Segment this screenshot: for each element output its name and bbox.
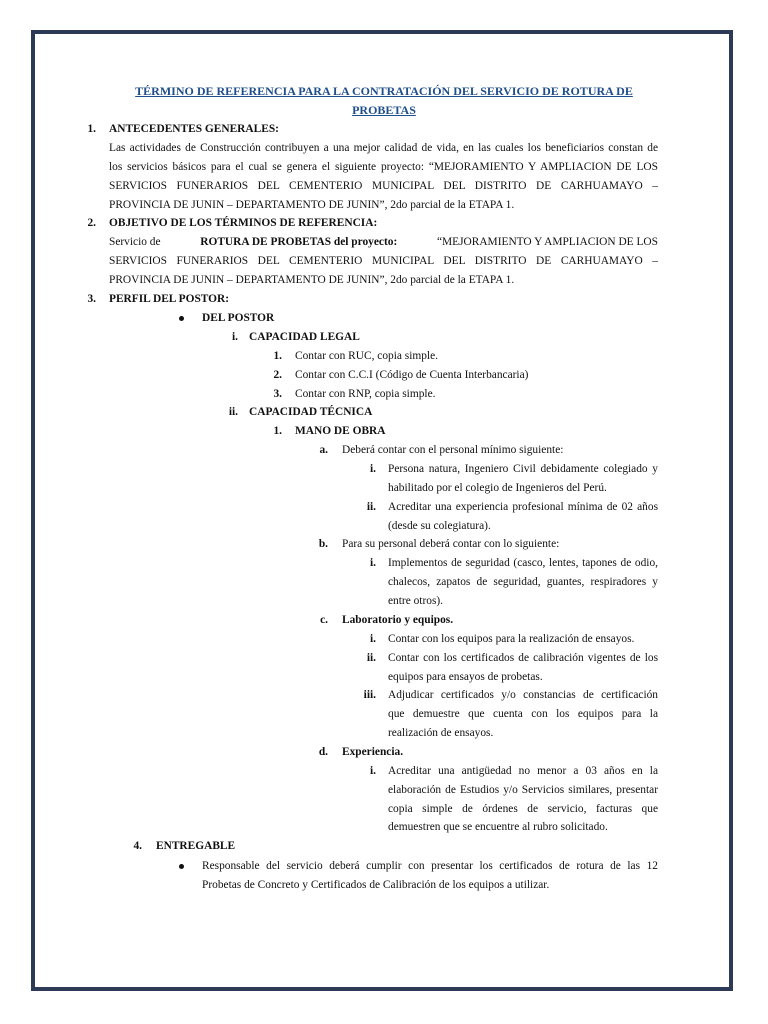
- item-a-text: Deberá contar con el personal mínimo siguiente:: [342, 444, 564, 456]
- item-b-letter: b.: [318, 538, 328, 550]
- item-d-i-line: demuestren que se encuentre al rubro solicitado.: [388, 821, 608, 833]
- section-2-heading: OBJETIVO DE LOS TÉRMINOS DE REFERENCIA:: [109, 217, 378, 229]
- item-d-i-line: elaboración de Estudios y/o Servicios similares, presentar: [388, 784, 658, 796]
- document-title-line1: TÉRMINO DE REFERENCIA PARA LA CONTRATACIÓN DEL SERVICIO DE ROTURA DE: [135, 84, 633, 98]
- section-1-line: Las actividades de Construcción contribuyen a una mejor calidad de vida, en las cuales los beneficiarios constan de: [109, 142, 658, 154]
- legal-item-text: Contar con RUC, copia simple.: [295, 350, 438, 362]
- document-title-line2: PROBETAS: [352, 103, 416, 117]
- item-d-i-number: i.: [369, 765, 376, 777]
- item-c-iii-number: iii.: [363, 689, 376, 701]
- item-c-ii-number: ii.: [366, 652, 376, 664]
- section-2-line: SERVICIOS FUNERARIOS DEL CEMENTERIO MUNICIPAL DEL DISTRITO DE CARHUAMAYO –: [109, 255, 658, 267]
- item-a-letter: a.: [319, 444, 328, 456]
- item-b-text: Para su personal deberá contar con lo siguiente:: [342, 538, 560, 550]
- legal-item-number: 3.: [273, 388, 282, 400]
- item-a-i-line: Persona natura, Ingeniero Civil debidamente colegiado y: [388, 463, 658, 475]
- item-b-i-line: Implementos de seguridad (casco, lentes, tapones de odio,: [388, 557, 658, 569]
- mano-de-obra-number: 1.: [273, 425, 282, 437]
- section-1-line: SERVICIOS FUNERARIOS DEL CEMENTERIO MUNICIPAL DEL DISTRITO DE CARHUAMAYO –: [109, 180, 658, 192]
- section-1-line: PROVINCIA DE JUNIN – DEPARTAMENTO DE JUNIN”, 2do parcial de la ETAPA 1.: [109, 199, 515, 211]
- capacidad-tecnica-number: ii.: [228, 406, 238, 418]
- item-c-iii-line: realización de ensayos.: [388, 727, 494, 739]
- item-b-i-line: entre otros).: [388, 595, 444, 607]
- section-2-number: 2.: [87, 217, 96, 229]
- item-c-i-number: i.: [369, 633, 376, 645]
- item-c-iii-line: Adjudicar certificados y/o constancias de certificación: [388, 689, 658, 701]
- capacidad-legal-heading: CAPACIDAD LEGAL: [249, 331, 360, 343]
- section-4-line: Responsable del servicio deberá cumplir con presentar los certificados de rotura de las 12: [202, 860, 658, 872]
- item-a-ii-line: (desde su colegiatura).: [388, 520, 491, 532]
- section-1-number: 1.: [87, 123, 96, 135]
- section-2-text: “MEJORAMIENTO Y AMPLIACION DE LOS: [436, 236, 658, 248]
- section-4-number: 4.: [133, 840, 142, 852]
- section-2-emphasis: ROTURA DE PROBETAS del proyecto:: [200, 236, 398, 248]
- section-4-line: Probetas de Concreto y Certificados de Calibración de los equipos a utilizar.: [202, 879, 550, 891]
- mano-de-obra-heading: MANO DE OBRA: [295, 425, 386, 437]
- item-c-letter: c.: [320, 614, 328, 626]
- postor-heading: DEL POSTOR: [202, 312, 275, 324]
- item-c-heading: Laboratorio y equipos.: [342, 614, 454, 626]
- capacidad-tecnica-heading: CAPACIDAD TÉCNICA: [249, 406, 373, 418]
- capacidad-legal-number: i.: [231, 331, 238, 343]
- bullet-icon: [179, 316, 184, 321]
- legal-item-text: Contar con C.C.I (Código de Cuenta Interbancaria): [295, 369, 529, 381]
- item-c-ii-line: equipos para ensayos de probetas.: [388, 671, 543, 683]
- section-1-heading: ANTECEDENTES GENERALES:: [109, 123, 279, 135]
- item-d-i-line: Acreditar una antigüedad no menor a 03 años en la: [388, 765, 658, 777]
- item-d-heading: Experiencia.: [342, 746, 404, 758]
- legal-item-number: 2.: [273, 369, 282, 381]
- legal-item-number: 1.: [273, 350, 282, 362]
- item-d-letter: d.: [318, 746, 328, 758]
- bullet-icon: [179, 864, 184, 869]
- section-2-first-line: [109, 233, 658, 252]
- section-2-text: Servicio de: [109, 236, 161, 248]
- item-b-i-number: i.: [369, 557, 376, 569]
- section-2-line: PROVINCIA DE JUNIN – DEPARTAMENTO DE JUNIN”, 2do parcial de la ETAPA 1.: [109, 274, 515, 286]
- item-b-i-line: chalecos, zapatos de seguridad, guantes, respiradores y: [388, 576, 658, 588]
- item-a-i-line: habilitado por el colegio de Ingenieros del Perú.: [388, 482, 607, 494]
- section-4-heading: ENTREGABLE: [156, 840, 236, 852]
- section-1-line: los servicios básicos para el cual se genera el siguiente proyecto: “MEJORAMIENTO Y AMPLIACION DE LOS: [109, 161, 658, 173]
- item-c-ii-line: Contar con los certificados de calibración vigentes de los: [388, 652, 658, 664]
- item-c-i-text: Contar con los equipos para la realización de ensayos.: [388, 633, 635, 645]
- section-3-heading: PERFIL DEL POSTOR:: [109, 293, 230, 305]
- item-d-i-line: copia simple de órdenes de servicio, facturas que: [388, 803, 658, 815]
- item-a-ii-number: ii.: [366, 501, 376, 513]
- section-3-number: 3.: [87, 293, 96, 305]
- legal-item-text: Contar con RNP, copia simple.: [295, 388, 436, 400]
- item-a-i-number: i.: [369, 463, 376, 475]
- item-c-iii-line: que demuestre que cuenta con los equipos para la: [388, 708, 658, 720]
- item-a-ii-line: Acreditar una experiencia profesional mínima de 02 años: [388, 501, 658, 513]
